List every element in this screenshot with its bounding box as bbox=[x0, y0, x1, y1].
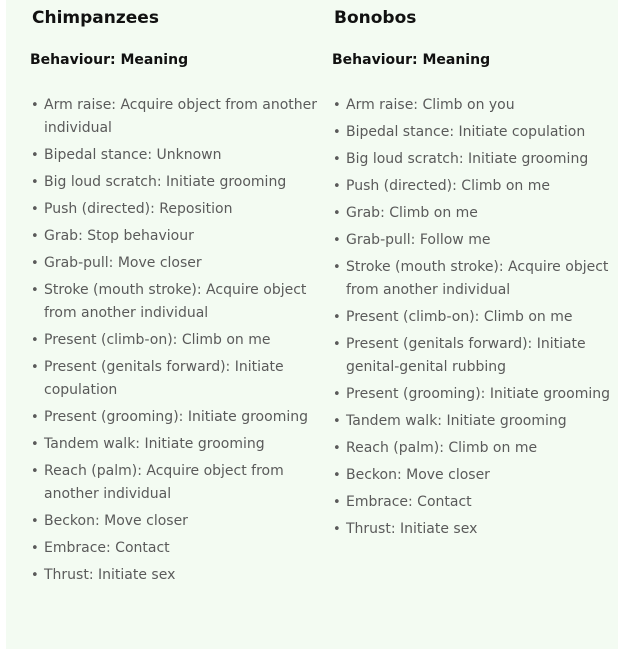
list-item: • Grab: Climb on me bbox=[332, 202, 618, 225]
list-item: • Arm raise: Acquire object from another individual bbox=[30, 94, 320, 140]
list-item: • Reach (palm): Climb on me bbox=[332, 437, 618, 460]
list-item: • Beckon: Move closer bbox=[30, 510, 320, 533]
chimpanzees-subheading: Behaviour: Meaning bbox=[30, 52, 189, 68]
list-item: • Embrace: Contact bbox=[332, 491, 618, 514]
chimpanzees-list bbox=[30, 94, 320, 591]
bonobos-list bbox=[332, 94, 618, 545]
list-item: • Present (grooming): Initiate grooming bbox=[30, 406, 320, 429]
list-item: • Thrust: Initiate sex bbox=[332, 518, 618, 541]
list-item: • Big loud scratch: Initiate grooming bbox=[332, 148, 618, 171]
list-item: • Push (directed): Reposition bbox=[30, 198, 320, 221]
list-item: • Present (genitals forward): Initiate genital-genital rubbing bbox=[332, 333, 618, 379]
list-item: • Bipedal stance: Initiate copulation bbox=[332, 121, 618, 144]
list-item: • Push (directed): Climb on me bbox=[332, 175, 618, 198]
bonobos-subheading: Behaviour: Meaning bbox=[332, 52, 491, 68]
list-item: • Arm raise: Climb on you bbox=[332, 94, 618, 117]
chimpanzees-title: Chimpanzees bbox=[32, 8, 159, 28]
list-item: • Thrust: Initiate sex bbox=[30, 564, 320, 587]
list-item: • Beckon: Move closer bbox=[332, 464, 618, 487]
comparison-panel bbox=[6, 0, 618, 649]
list-item: • Stroke (mouth stroke): Acquire object from another individual bbox=[332, 256, 618, 302]
list-item: • Bipedal stance: Unknown bbox=[30, 144, 320, 167]
list-item: • Tandem walk: Initiate grooming bbox=[30, 433, 320, 456]
list-item: • Embrace: Contact bbox=[30, 537, 320, 560]
list-item: • Stroke (mouth stroke): Acquire object from another individual bbox=[30, 279, 320, 325]
list-item: • Grab: Stop behaviour bbox=[30, 225, 320, 248]
bonobos-title: Bonobos bbox=[334, 8, 417, 28]
list-item: • Present (climb-on): Climb on me bbox=[30, 329, 320, 352]
list-item: • Reach (palm): Acquire object from another individual bbox=[30, 460, 320, 506]
list-item: • Grab-pull: Move closer bbox=[30, 252, 320, 275]
list-item: • Tandem walk: Initiate grooming bbox=[332, 410, 618, 433]
list-item: • Present (grooming): Initiate grooming bbox=[332, 383, 618, 406]
list-item: • Present (climb-on): Climb on me bbox=[332, 306, 618, 329]
list-item: • Present (genitals forward): Initiate copulation bbox=[30, 356, 320, 402]
list-item: • Big loud scratch: Initiate grooming bbox=[30, 171, 320, 194]
list-item: • Grab-pull: Follow me bbox=[332, 229, 618, 252]
